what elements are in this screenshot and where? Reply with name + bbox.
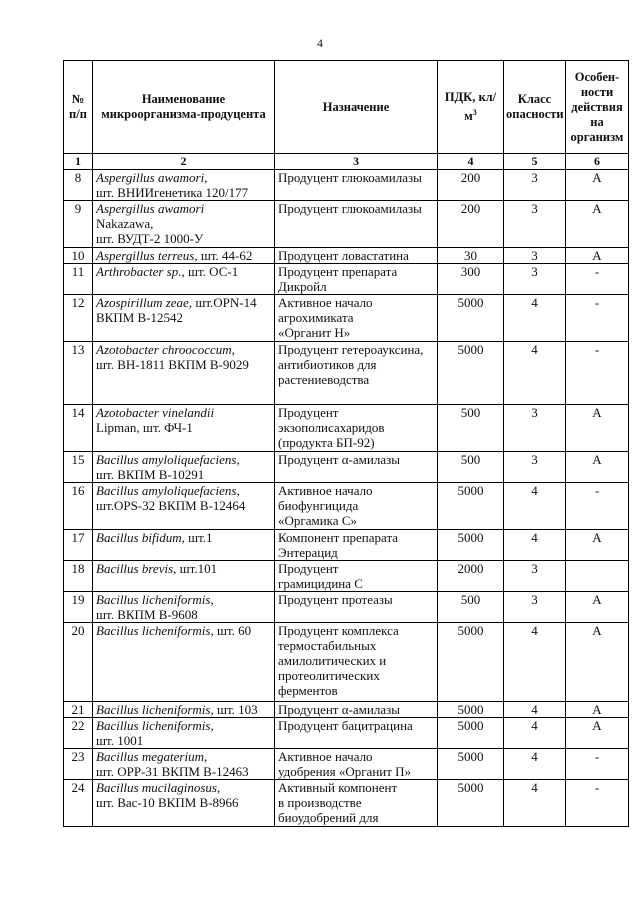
strain-info: , шт.101 xyxy=(173,561,218,576)
pdk-value: 200 xyxy=(438,201,504,248)
microorganism-name xyxy=(93,702,275,718)
strain-info: , шт. ВНИИгенетика 120/177 xyxy=(96,170,249,200)
pdk-value: 5000 xyxy=(438,718,504,749)
microorganism-name xyxy=(93,248,275,264)
hazard-class: 4 xyxy=(504,295,566,342)
row-number: 14 xyxy=(64,405,93,452)
purpose: Продуцент грамицидина С xyxy=(275,561,438,592)
action-feature: А xyxy=(566,702,629,718)
purpose: Продуцент протеазы xyxy=(275,592,438,623)
species-name: Azotobacter vinelandii xyxy=(96,405,215,420)
microorganism-name xyxy=(93,264,275,295)
row-number: 11 xyxy=(64,264,93,295)
purpose: Активное начало агрохимиката «Органит Н» xyxy=(275,295,438,342)
hazard-class: 4 xyxy=(504,718,566,749)
hazard-class: 3 xyxy=(504,405,566,452)
strain-info: , шт. 1001 xyxy=(96,718,214,748)
pdk-value: 5000 xyxy=(438,623,504,702)
hazard-class: 4 xyxy=(504,623,566,702)
hazard-class: 3 xyxy=(504,452,566,483)
row-number: 9 xyxy=(64,201,93,248)
column-number-row xyxy=(64,154,629,170)
hazard-class: 4 xyxy=(504,483,566,530)
table-row xyxy=(64,248,629,264)
row-number: 12 xyxy=(64,295,93,342)
column-number: 4 xyxy=(438,154,504,170)
pdk-value: 5000 xyxy=(438,530,504,561)
header-class: Класс опасности xyxy=(504,61,566,154)
table-row xyxy=(64,170,629,201)
table-row xyxy=(64,780,629,827)
table-row xyxy=(64,405,629,452)
column-number: 5 xyxy=(504,154,566,170)
hazard-class: 3 xyxy=(504,248,566,264)
action-feature: - xyxy=(566,342,629,405)
hazard-class: 3 xyxy=(504,170,566,201)
purpose: Продуцент препарата Дикройл xyxy=(275,264,438,295)
column-number: 6 xyxy=(566,154,629,170)
microorganism-name xyxy=(93,342,275,405)
pdk-value: 500 xyxy=(438,452,504,483)
action-feature: - xyxy=(566,749,629,780)
species-name: Bacillus licheniformis xyxy=(96,592,211,607)
microorganism-name xyxy=(93,170,275,201)
action-feature: - xyxy=(566,483,629,530)
strain-info: , шт.1 xyxy=(181,530,213,545)
pdk-value: 30 xyxy=(438,248,504,264)
action-feature: А xyxy=(566,592,629,623)
header-pdk-label: ПДК, кл/м xyxy=(444,89,497,124)
strain-info: , шт. ВКПМ В-10291 xyxy=(96,452,240,482)
purpose: Продуцент α-амилазы xyxy=(275,702,438,718)
pdk-value: 200 xyxy=(438,170,504,201)
microorganism-name xyxy=(93,483,275,530)
microorganism-name xyxy=(93,749,275,780)
action-feature: А xyxy=(566,248,629,264)
table-row xyxy=(64,483,629,530)
species-name: Bacillus megaterium xyxy=(96,749,204,764)
purpose: Продуцент ловастатина xyxy=(275,248,438,264)
species-name: Aspergillus awamori xyxy=(96,201,205,216)
action-feature: - xyxy=(566,780,629,827)
table-row xyxy=(64,592,629,623)
header-pdk-sup: 3 xyxy=(472,107,477,117)
species-name: Bacillus licheniformis xyxy=(96,718,211,733)
purpose: Активное начало биофунгицида «Оргамика С» xyxy=(275,483,438,530)
microorganism-name xyxy=(93,405,275,452)
species-name: Bacillus brevis xyxy=(96,561,174,576)
species-name: Bacillus mucilaginosus xyxy=(96,780,217,795)
hazard-class: 4 xyxy=(504,780,566,827)
purpose: Компонент препарата Энтерацид xyxy=(275,530,438,561)
pdk-value: 300 xyxy=(438,264,504,295)
strain-info: Nakazawa, шт. ВУДТ-2 1000-У xyxy=(96,216,204,246)
row-number: 24 xyxy=(64,780,93,827)
action-feature: А xyxy=(566,452,629,483)
pdk-value: 5000 xyxy=(438,749,504,780)
species-name: Arthrobacter sp. xyxy=(96,264,182,279)
table-row xyxy=(64,295,629,342)
microorganism-table xyxy=(63,60,629,827)
row-number: 19 xyxy=(64,592,93,623)
table-row xyxy=(64,718,629,749)
species-name: Aspergillus terreus xyxy=(96,248,195,263)
microorganism-name xyxy=(93,452,275,483)
microorganism-name xyxy=(93,592,275,623)
pdk-value: 5000 xyxy=(438,483,504,530)
action-feature: А xyxy=(566,530,629,561)
purpose: Продуцент гетероауксина, антибиотиков для растениеводства xyxy=(275,342,438,405)
purpose: Продуцент α-амилазы xyxy=(275,452,438,483)
row-number: 13 xyxy=(64,342,93,405)
strain-info: , шт. 60 xyxy=(210,623,252,638)
action-feature: А xyxy=(566,718,629,749)
table-row xyxy=(64,452,629,483)
pdk-value: 500 xyxy=(438,592,504,623)
hazard-class: 4 xyxy=(504,530,566,561)
table-body xyxy=(64,170,629,827)
microorganism-name xyxy=(93,295,275,342)
row-number: 17 xyxy=(64,530,93,561)
species-name: Azospirillum zeae xyxy=(96,295,189,310)
strain-info: , шт. ВКПМ В-9608 xyxy=(96,592,214,622)
hazard-class: 4 xyxy=(504,749,566,780)
row-number: 8 xyxy=(64,170,93,201)
microorganism-name xyxy=(93,623,275,702)
pdk-value: 5000 xyxy=(438,342,504,405)
hazard-class: 3 xyxy=(504,201,566,248)
hazard-class: 3 xyxy=(504,561,566,592)
microorganism-name xyxy=(93,530,275,561)
action-feature: А xyxy=(566,405,629,452)
header-number: № п/п xyxy=(64,61,93,154)
row-number: 20 xyxy=(64,623,93,702)
page-number: 4 xyxy=(317,36,323,50)
table-row xyxy=(64,530,629,561)
pdk-value: 5000 xyxy=(438,702,504,718)
species-name: Bacillus licheniformis xyxy=(96,623,211,638)
column-number: 1 xyxy=(64,154,93,170)
species-name: Bacillus amyloliquefaciens xyxy=(96,483,237,498)
purpose: Продуцент глюкоамилазы xyxy=(275,201,438,248)
species-name: Bacillus licheniformis xyxy=(96,702,211,717)
pdk-value: 500 xyxy=(438,405,504,452)
header-name: Наименование микроорганизма-продуцента xyxy=(93,61,275,154)
column-number: 2 xyxy=(93,154,275,170)
strain-info: , шт. ОРР-31 ВКПМ В-12463 xyxy=(96,749,249,779)
hazard-class: 3 xyxy=(504,592,566,623)
species-name: Aspergillus awamori xyxy=(96,170,205,185)
table-row xyxy=(64,749,629,780)
row-number: 21 xyxy=(64,702,93,718)
strain-info: , шт.OPS-32 ВКПМ В-12464 xyxy=(96,483,246,513)
action-feature: - xyxy=(566,295,629,342)
strain-info: , шт. 44-62 xyxy=(194,248,253,263)
purpose: Продуцент бацитрацина xyxy=(275,718,438,749)
hazard-class: 3 xyxy=(504,264,566,295)
row-number: 16 xyxy=(64,483,93,530)
strain-info: Lipman, шт. ФЧ-1 xyxy=(96,420,193,435)
purpose: Продуцент глюкоамилазы xyxy=(275,170,438,201)
table-row xyxy=(64,201,629,248)
hazard-class: 4 xyxy=(504,342,566,405)
column-number: 3 xyxy=(275,154,438,170)
purpose: Продуцент комплекса термостабильных амилолитических и протеолитических ферментов xyxy=(275,623,438,702)
pdk-value: 2000 xyxy=(438,561,504,592)
action-feature: А xyxy=(566,201,629,248)
row-number: 10 xyxy=(64,248,93,264)
table-row xyxy=(64,561,629,592)
table-row xyxy=(64,264,629,295)
microorganism-name xyxy=(93,561,275,592)
microorganism-name xyxy=(93,201,275,248)
row-number: 22 xyxy=(64,718,93,749)
header-features: Особен-ности действия на организм xyxy=(566,61,629,154)
header-pdk xyxy=(438,61,504,154)
pdk-value: 5000 xyxy=(438,295,504,342)
purpose: Активный компонент в производстве биоудобрений для xyxy=(275,780,438,827)
action-feature: А xyxy=(566,623,629,702)
action-feature xyxy=(566,561,629,592)
microorganism-name xyxy=(93,780,275,827)
hazard-class: 4 xyxy=(504,702,566,718)
table-row xyxy=(64,623,629,702)
action-feature: - xyxy=(566,264,629,295)
row-number: 23 xyxy=(64,749,93,780)
table-row xyxy=(64,702,629,718)
pdk-value: 5000 xyxy=(438,780,504,827)
species-name: Bacillus bifidum xyxy=(96,530,182,545)
header-purpose: Назначение xyxy=(275,61,438,154)
table-row xyxy=(64,342,629,405)
row-number: 15 xyxy=(64,452,93,483)
strain-info: , шт. Вас-10 ВКПМ В-8966 xyxy=(96,780,239,810)
species-name: Azotobacter chroococcum xyxy=(96,342,232,357)
strain-info: , шт.OPN-14 ВКПМ B-12542 xyxy=(96,295,257,325)
strain-info: , шт. ОС-1 xyxy=(181,264,239,279)
table-header-row xyxy=(64,61,629,154)
action-feature: А xyxy=(566,170,629,201)
purpose: Активное начало удобрения «Органит П» xyxy=(275,749,438,780)
strain-info: , шт. ВН-1811 ВКПМ В-9029 xyxy=(96,342,249,372)
microorganism-name xyxy=(93,718,275,749)
species-name: Bacillus amyloliquefaciens xyxy=(96,452,237,467)
purpose: Продуцент экзополисахаридов (продукта БП-92) xyxy=(275,405,438,452)
strain-info: , шт. 103 xyxy=(210,702,258,717)
row-number: 18 xyxy=(64,561,93,592)
